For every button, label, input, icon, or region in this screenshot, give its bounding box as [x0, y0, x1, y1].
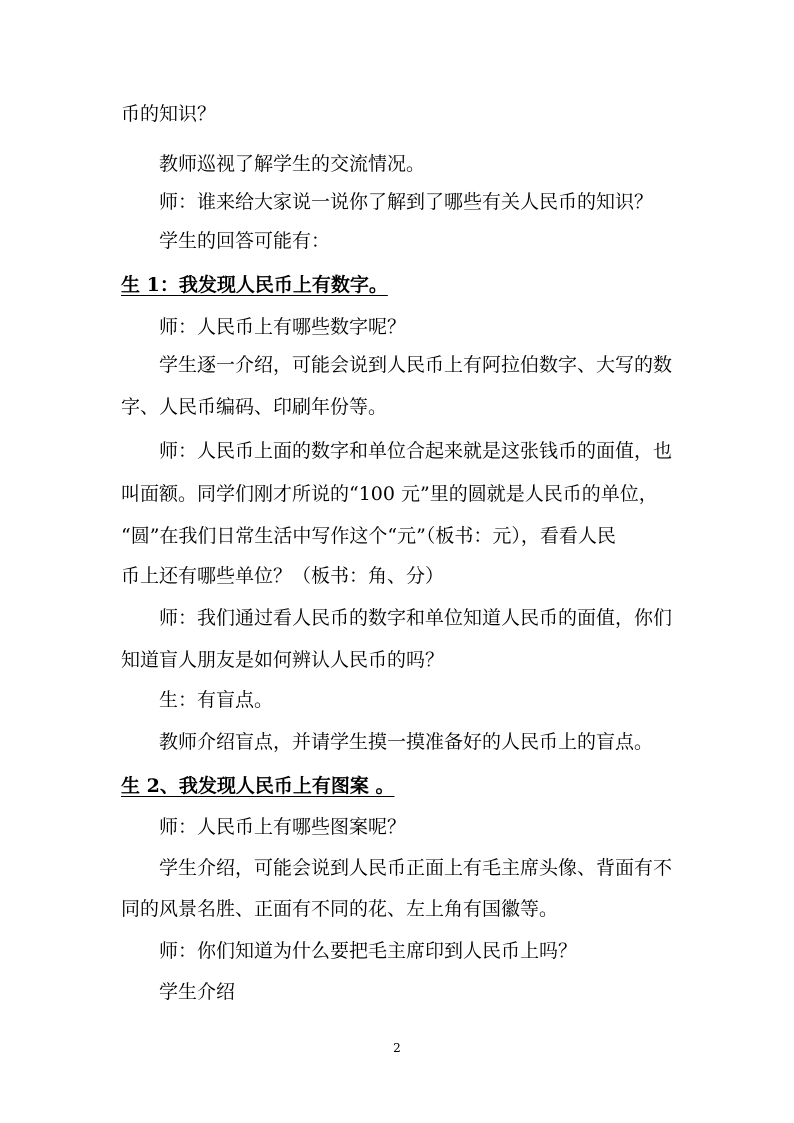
paragraph: 学生逐一介绍，可能会说到人民币上有阿拉伯数字、大写的数	[159, 354, 673, 376]
paragraph: 生：有盲点。	[159, 689, 274, 711]
paragraph-continuation: 叫面额。同学们刚才所说的“100 元”里的圆就是人民币的单位，	[121, 483, 658, 505]
paragraph: 师：人民币上有哪些图案呢？	[159, 816, 407, 838]
paragraph: 师：人民币上有哪些数字呢？	[159, 316, 407, 338]
paragraph-continuation: 币的知识？	[121, 103, 217, 125]
paragraph: 师：人民币上面的数字和单位合起来就是这张钱币的面值，也	[159, 440, 673, 462]
page-number: 2	[393, 1041, 401, 1055]
paragraph: 师：我们通过看人民币的数字和单位知道人民币的面值，你们	[159, 607, 673, 629]
paragraph-continuation: 知道盲人朋友是如何辨认人民币的吗？	[121, 649, 445, 671]
paragraph: 师：谁来给大家说一说你了解到了哪些有关人民币的知识？	[159, 191, 654, 213]
paragraph-continuation: “圆”在我们日常生活中写作这个“元”（板书：元），看看人民	[121, 525, 616, 547]
section-heading-1: 生 1：我发现人民币上有数字。	[121, 274, 388, 296]
paragraph: 教师介绍盲点，并请学生摸一摸准备好的人民币上的盲点。	[159, 731, 654, 753]
paragraph: 学生的回答可能有：	[159, 230, 331, 252]
paragraph: 学生介绍，可能会说到人民币正面上有毛主席头像、背面有不	[159, 857, 673, 879]
paragraph: 教师巡视了解学生的交流情况。	[159, 153, 426, 175]
section-heading-2: 生 2、我发现人民币上有图案 。	[121, 775, 395, 797]
paragraph-continuation: 币上还有哪些单位？（板书：角、分）	[121, 565, 445, 587]
paragraph: 学生介绍	[159, 981, 236, 1003]
paragraph-continuation: 同的风景名胜、正面有不同的花、左上角有国徽等。	[121, 898, 559, 920]
paragraph-continuation: 字、人民币编码、印刷年份等。	[121, 396, 388, 418]
paragraph: 师：你们知道为什么要把毛主席印到人民币上吗？	[159, 940, 578, 962]
